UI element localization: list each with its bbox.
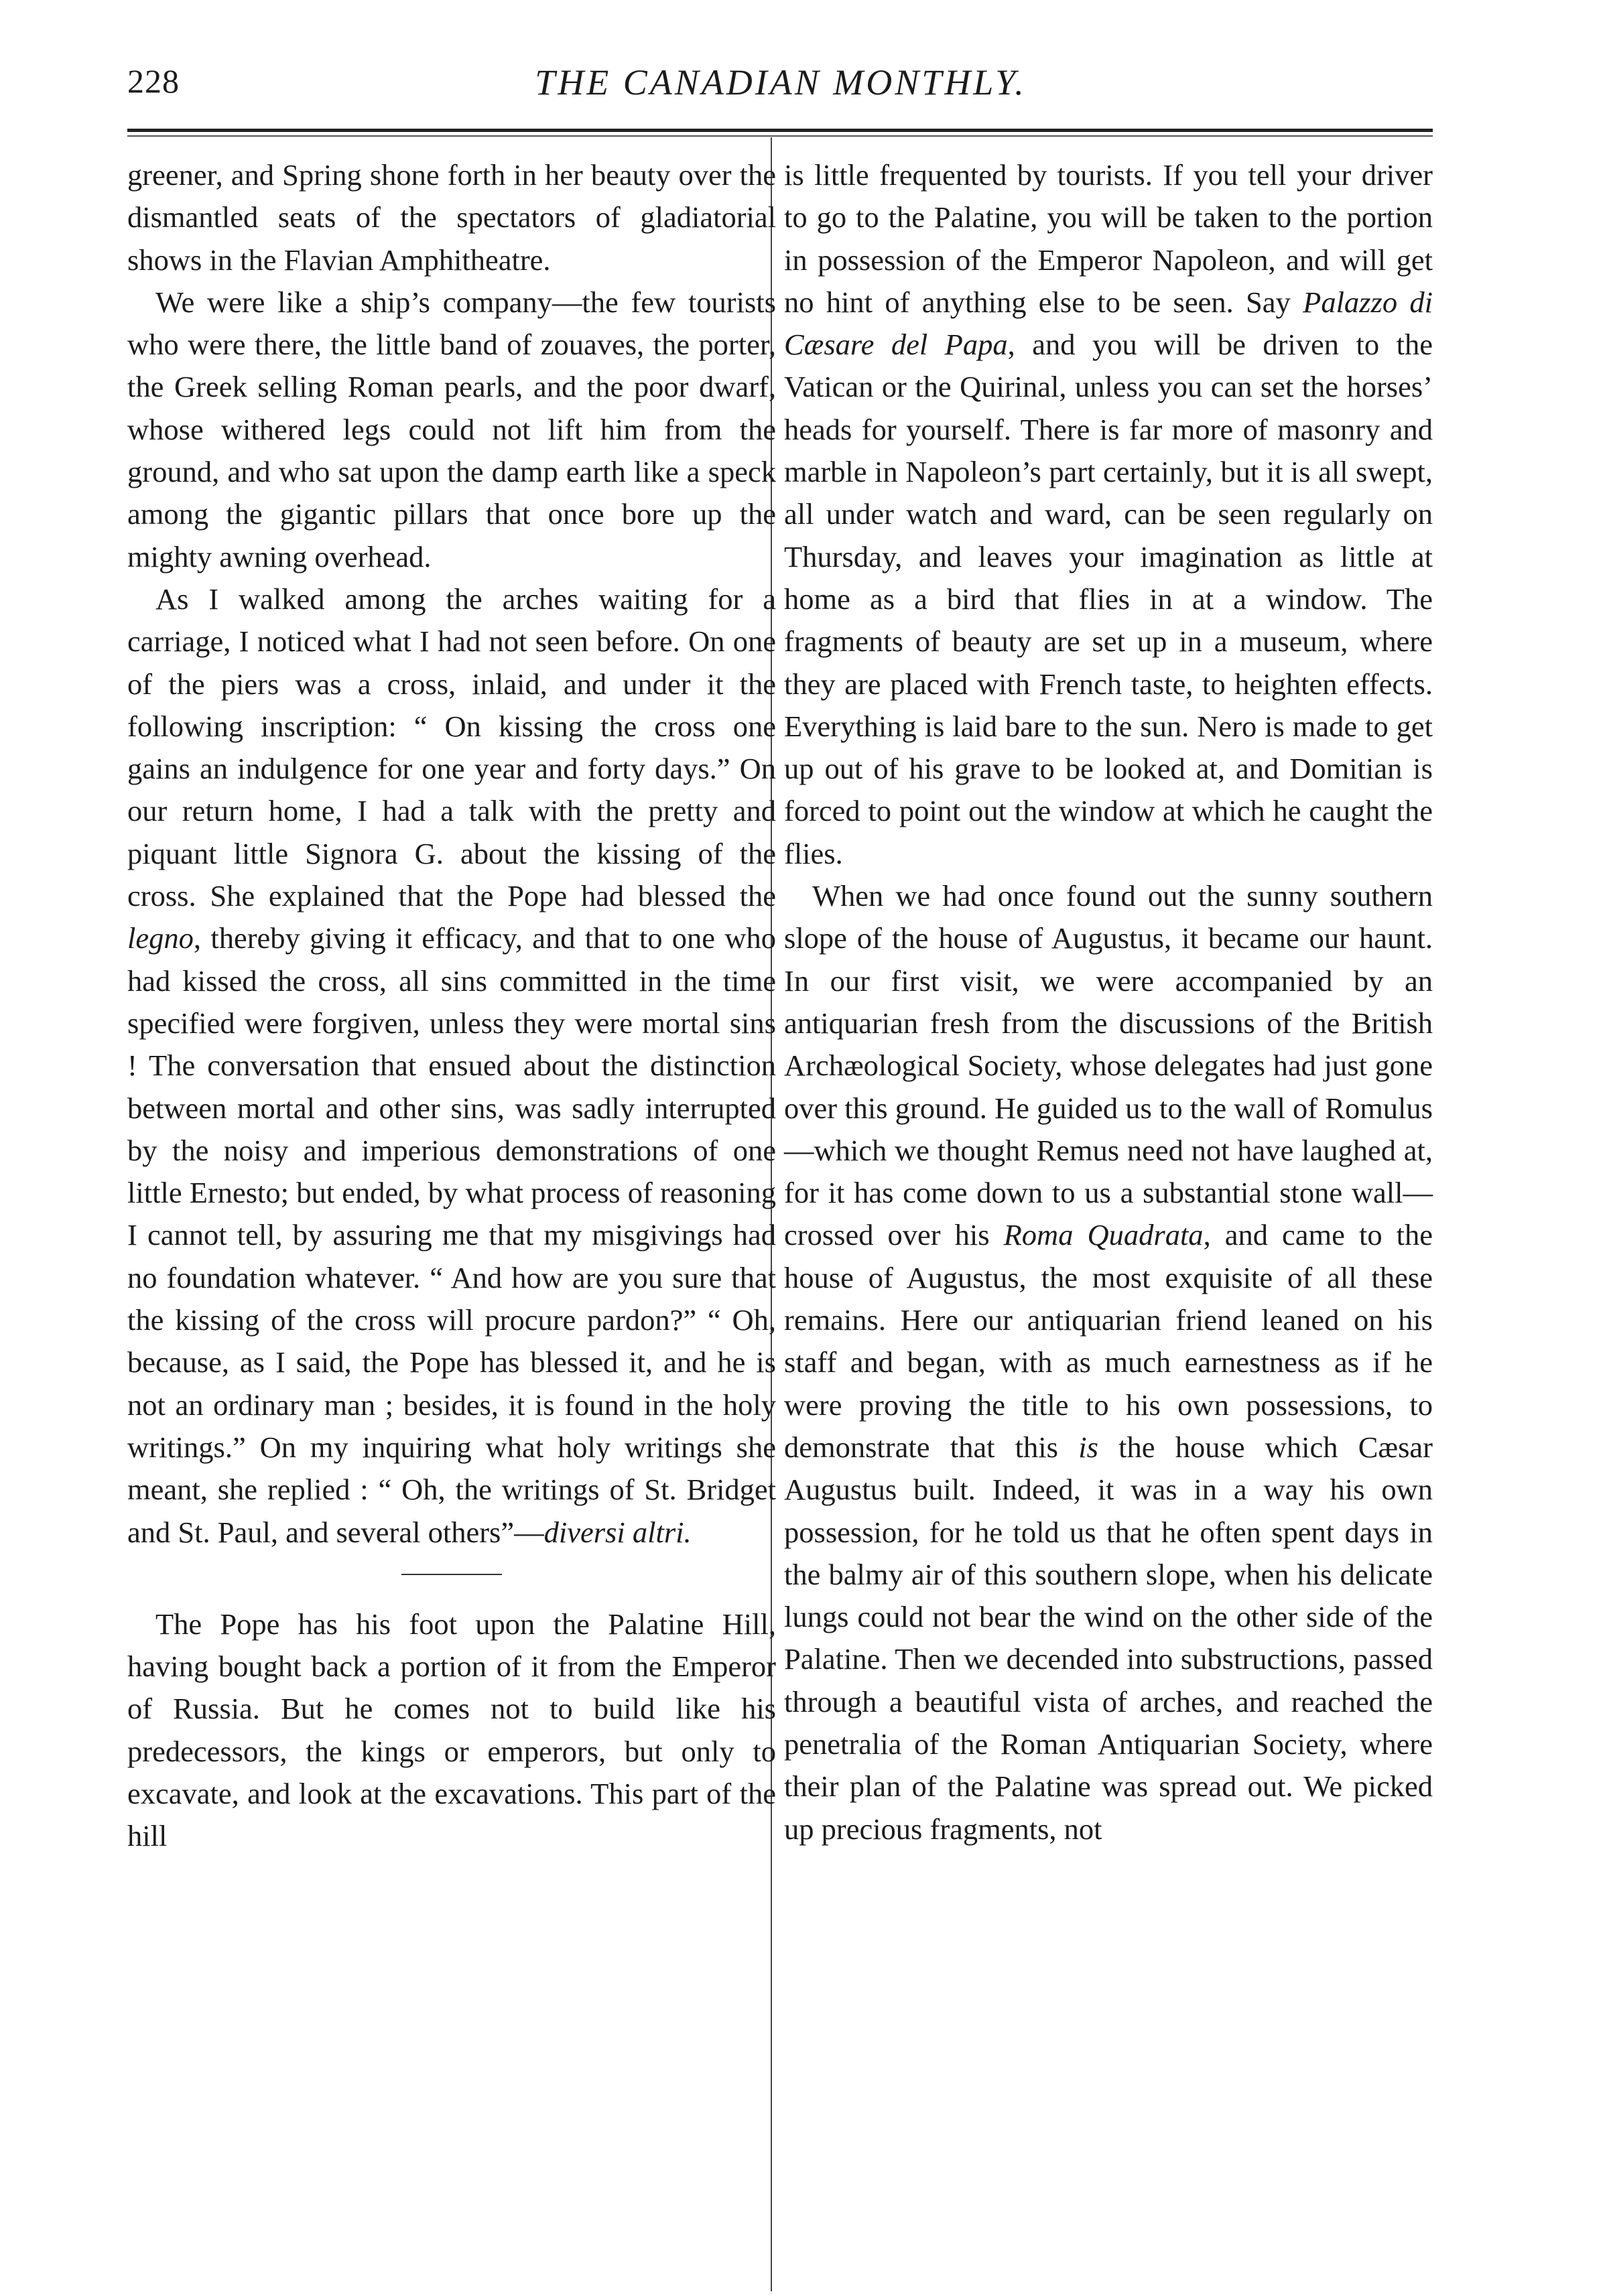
italic-term-diversi-altri: diversi altri. [543, 1515, 692, 1549]
paragraph-tourists [784, 154, 1433, 875]
paragraph-continued: greener, and Spring shone forth in her beauty over the dismantled seats of the spectators of gladiatorial shows in the Flavian Amphitheatre. [127, 158, 776, 277]
left-column [127, 154, 776, 1858]
italic-term-roma-quadrata: Roma Quadrata [1003, 1218, 1204, 1252]
text-run: , and came to the house of Augustus, the most exquisite of all these remains. Here our antiquarian friend leaned on his staff and began, with as much earnestness as if he were proving the title to his own possessions, to demonstrate that this [784, 1218, 1433, 1464]
text-run: , thereby giving it efficacy, and that to one who had kissed the cross, all sins committed in the time specified were forgiven, unless they were mortal sins ! The conversation that ensued about the distinction between mortal and other sins, was sadly interrupted by the noisy and imperious demonstrations of one little Ernesto; but ended, by what process of reasoning I cannot tell, by assuring me that my misgivings had no foundation whatever. “ And how are you sure that the kissing of the cross will procure pardon?” “ Oh, because, as I said, the Pope has blessed it, and he is not an ordinary man ; besides, it is found in the holy writings.” On my inquiring what holy writings she meant, she replied : “ Oh, the writings of St. Bridget and St. Paul, and several others”— [127, 921, 776, 1549]
section-divider [401, 1574, 502, 1575]
text-run: When we had once found out the sunny southern slope of the house of Augustus, it became our haunt. In our first visit, we were accompanied by an antiquarian fresh from the discussions of the British Archæological Society, whose delegates had just gone over this ground. He guided us to the wall of Romulus—which we thought Remus need not have laughed at, for it has come down to us a substantial stone wall—crossed over his [784, 879, 1433, 1252]
right-column [784, 154, 1433, 1850]
running-title: THE CANADIAN MONTHLY. [535, 62, 1027, 103]
header-rule [127, 129, 1433, 132]
text-run: , and you will be driven to the Vatican or the Quirinal, unless you can set the horses’ heads for yourself. There is far more of masonry and marble in Napoleon’s part certainly, but it is all swept, all under watch and ward, can be seen regularly on Thursday, and leaves your imagination as little at home as a bird that flies in at a window. The fragments of beauty are set up in a museum, where they are placed with French taste, to heighten effects. Everything is laid bare to the sun. Nero is made to get up out of his grave to be looked at, and Domitian is forced to point out the window at which he caught the flies. [784, 328, 1433, 870]
paragraph-palatine-hill: The Pope has his foot upon the Palatine Hill, having bought back a portion of it from the Emperor of Russia. But he comes not to build like his predecessors, the kings or emperors, but only to excavate, and look at the excavations. This part of the hill [127, 1607, 776, 1853]
paragraph-kissing-the-cross [127, 578, 776, 1554]
text-run: the house which Cæsar Augustus built. Indeed, it was in a way his own possession, for he told us that he often spent days in the balmy air of this southern slope, when his delicate lungs could not bear the wind on the other side of the Palatine. Then we decended into substructions, passed through a beautiful vista of arches, and reached the penetralia of the Roman Antiquarian Society, where their plan of the Palatine was spread out. We picked up precious fragments, not [784, 1430, 1433, 1846]
italic-term-palazzo: Palazzo di Cæsare del Papa [784, 285, 1433, 362]
text-run: is little frequented by tourists. If you tell your driver to go to the Palatine, you will be taken to the portion in possession of the Emperor Napoleon, and will get no hint of anything else to be seen. Say [784, 158, 1433, 319]
italic-term-is: is [1078, 1430, 1098, 1464]
page-header [127, 62, 1434, 115]
text-run: As I walked among the arches waiting for a carriage, I noticed what I had not seen before. On one of the piers was a cross, inlaid, and under it the following inscription: “ On kissing the cross one gains an indulgence for one year and forty days.” On our return home, I had a talk with the pretty and piquant little Signora G. about the kissing of the cross. She explained that the Pope had blessed the [127, 582, 776, 913]
paragraph-ships-company: We were like a ship’s company—the few tourists who were there, the little band of zouaves, the porter, the Greek selling Roman pearls, and the poor dwarf, whose withered legs could not lift him from the ground, and who sat upon the damp earth like a speck among the gigantic pillars that once bore up the mighty awning overhead. [127, 285, 776, 573]
italic-term-legno: legno [127, 921, 194, 955]
page-number: 228 [127, 62, 180, 100]
header-rule-thin [127, 135, 1433, 137]
paragraph-house-of-augustus [784, 875, 1433, 1850]
